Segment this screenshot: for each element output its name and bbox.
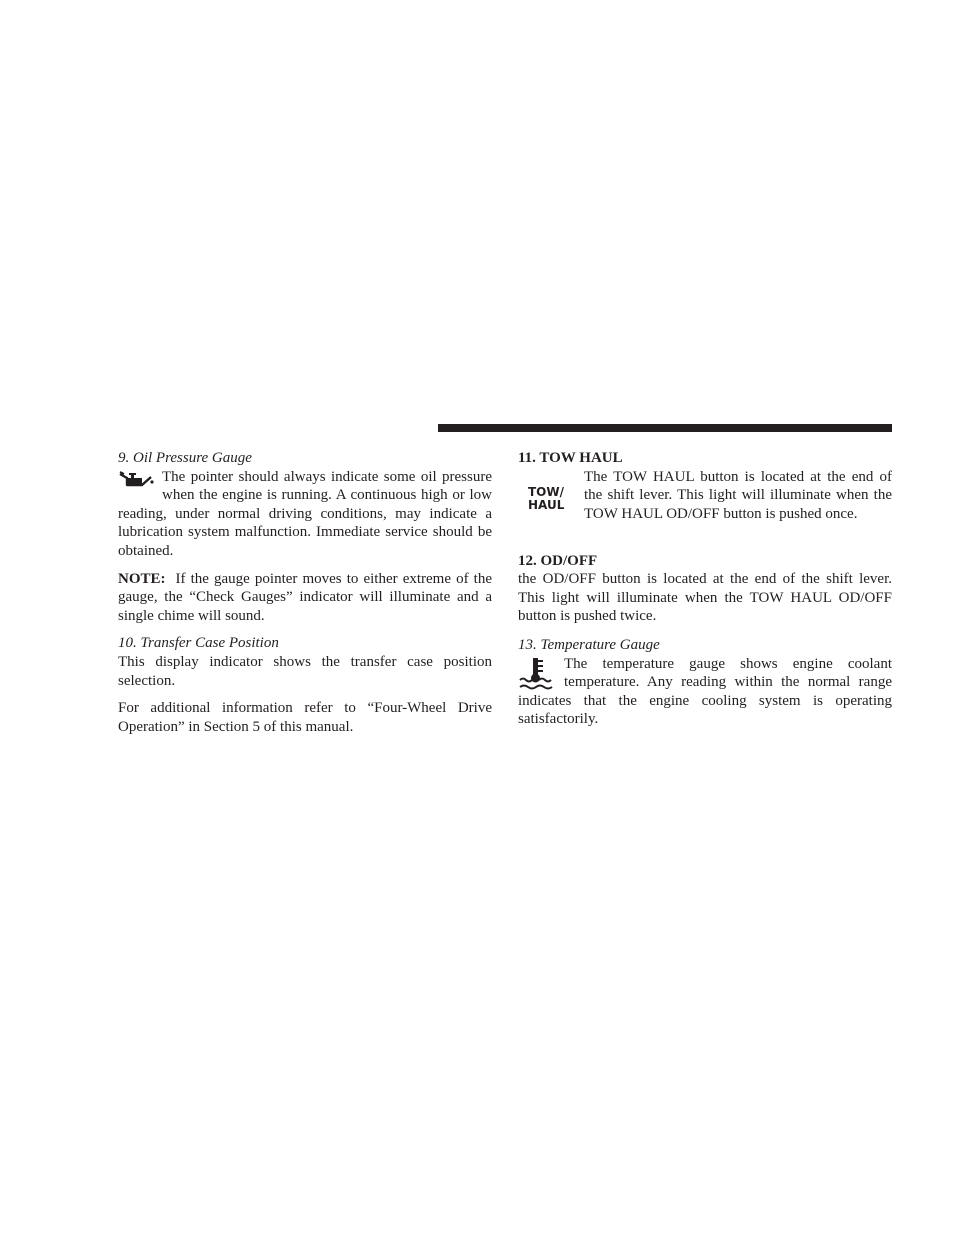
oil-pressure-text: The pointer should always indicate some oil pressure when the engine is running. A continuous high or low reading, under normal driving conditions, may indicate a lubrication system malfunction. Immediate service should be obtained. bbox=[118, 468, 492, 559]
od-off-section bbox=[518, 552, 892, 626]
temperature-text: The temperature gauge shows engine coolant temperature. Any reading within the normal range indicates that the engine cooling system is operating satisfactorily. bbox=[518, 655, 892, 728]
additional-info-section bbox=[118, 699, 492, 736]
left-column bbox=[118, 449, 492, 736]
temperature-heading: 13. Temperature Gauge bbox=[518, 636, 660, 653]
tow-haul-heading: 11. TOW HAUL bbox=[518, 450, 623, 466]
oil-can-icon bbox=[118, 470, 154, 490]
section-rule bbox=[438, 424, 892, 432]
oil-pressure-section bbox=[118, 449, 492, 561]
oil-pressure-heading: 9. Oil Pressure Gauge bbox=[118, 450, 252, 466]
note-block bbox=[118, 570, 492, 626]
tow-haul-icon-line1: TOW/ bbox=[528, 484, 565, 499]
coolant-temperature-icon bbox=[518, 657, 554, 691]
tow-haul-section bbox=[518, 449, 892, 542]
temperature-section bbox=[518, 636, 892, 729]
transfer-case-heading: 10. Transfer Case Position bbox=[118, 635, 279, 652]
od-off-text: the OD/OFF button is located at the end of the shift lever. This light will illuminate when the TOW HAUL OD/OFF button is pushed twice. bbox=[518, 571, 892, 625]
tow-haul-icon bbox=[518, 468, 584, 542]
od-off-heading: 12. OD/OFF bbox=[518, 552, 598, 569]
note-label: NOTE: bbox=[118, 570, 166, 587]
right-column bbox=[518, 449, 892, 729]
transfer-case-text: This display indicator shows the transfer case position selection. bbox=[118, 653, 492, 689]
transfer-case-section bbox=[118, 634, 492, 690]
additional-info-text: For additional information refer to “Four-Wheel Drive Operation” in Section 5 of this manual. bbox=[118, 700, 492, 735]
tow-haul-icon-line2: HAUL bbox=[528, 497, 565, 512]
tow-haul-text: The TOW HAUL button is located at the end of the shift lever. This light will illuminate when the TOW HAUL OD/OFF button is pushed once. bbox=[584, 468, 892, 522]
note-text: If the gauge pointer moves to either extreme of the gauge, the “Check Gauges” indicator will illuminate and a single chime will sound. bbox=[118, 570, 492, 624]
